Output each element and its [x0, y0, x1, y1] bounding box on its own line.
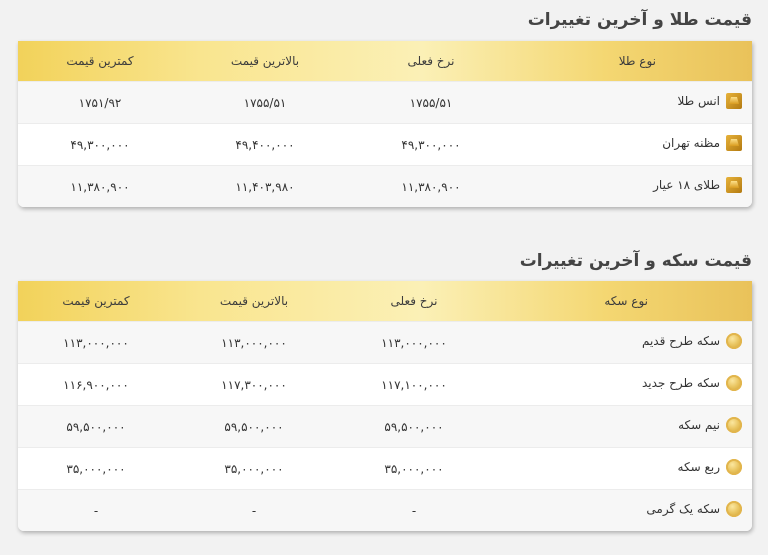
high-value: ۱۱۳,۰۰۰,۰۰۰	[174, 322, 334, 364]
row-name[interactable]: مظنه تهران	[662, 136, 720, 150]
current-value: ۱۷۵۵/۵۱	[348, 82, 514, 124]
low-value: ۱۱,۳۸۰,۹۰۰	[18, 166, 182, 208]
header-current-rate: نرخ فعلی	[407, 54, 455, 68]
current-value: ۱۱۳,۰۰۰,۰۰۰	[334, 322, 494, 364]
current-value: ۴۹,۳۰۰,۰۰۰	[348, 124, 514, 166]
gold-table-header	[18, 41, 752, 82]
header-highest-price: بالاترین قیمت	[230, 54, 300, 68]
table-row[interactable]	[18, 166, 752, 208]
current-value: -	[334, 490, 494, 532]
row-name[interactable]: طلای ۱۸ عیار	[653, 178, 720, 192]
low-value: -	[18, 490, 174, 532]
table-row[interactable]	[18, 364, 752, 406]
coin-icon	[726, 375, 742, 391]
row-name[interactable]: انس طلا	[677, 94, 720, 108]
high-value: ۱۱۷,۳۰۰,۰۰۰	[174, 364, 334, 406]
header-highest-price: بالاترین قیمت	[219, 294, 289, 308]
table-row[interactable]	[18, 322, 752, 364]
header-gold-type: نوع طلا	[618, 54, 656, 68]
high-value: ۱۱,۴۰۳,۹۸۰	[182, 166, 348, 208]
header-lowest-price: کمترین قیمت	[66, 54, 134, 68]
coin-section-title: قیمت سکه و آخرین تغییرات	[519, 251, 752, 271]
coin-icon	[726, 333, 742, 349]
high-value: ۳۵,۰۰۰,۰۰۰	[174, 448, 334, 490]
low-value: ۱۱۳,۰۰۰,۰۰۰	[18, 322, 174, 364]
gold-bar-icon	[726, 93, 742, 109]
table-row[interactable]	[18, 490, 752, 532]
gold-price-table	[18, 41, 752, 207]
high-value: ۱۷۵۵/۵۱	[182, 82, 348, 124]
row-name[interactable]: سکه طرح قدیم	[641, 334, 720, 348]
row-name[interactable]: نیم سکه	[678, 418, 720, 432]
low-value: ۱۱۶,۹۰۰,۰۰۰	[18, 364, 174, 406]
gold-bar-icon	[726, 177, 742, 193]
header-lowest-price: کمترین قیمت	[62, 294, 130, 308]
coin-price-table	[18, 281, 752, 531]
header-coin-type: نوع سکه	[604, 294, 648, 308]
gold-section-title: قیمت طلا و آخرین تغییرات	[527, 10, 752, 30]
low-value: ۱۷۵۱/۹۲	[18, 82, 182, 124]
row-name[interactable]: ربع سکه	[677, 460, 720, 474]
current-value: ۵۹,۵۰۰,۰۰۰	[334, 406, 494, 448]
low-value: ۳۵,۰۰۰,۰۰۰	[18, 448, 174, 490]
high-value: -	[174, 490, 334, 532]
table-row[interactable]	[18, 124, 752, 166]
low-value: ۴۹,۳۰۰,۰۰۰	[18, 124, 182, 166]
current-value: ۱۱,۳۸۰,۹۰۰	[348, 166, 514, 208]
row-name[interactable]: سکه یک گرمی	[646, 502, 720, 516]
coin-icon	[726, 417, 742, 433]
table-row[interactable]	[18, 82, 752, 124]
coin-table-header	[18, 281, 752, 322]
coin-icon	[726, 501, 742, 517]
current-value: ۳۵,۰۰۰,۰۰۰	[334, 448, 494, 490]
table-row[interactable]	[18, 448, 752, 490]
gold-bar-icon	[726, 135, 742, 151]
low-value: ۵۹,۵۰۰,۰۰۰	[18, 406, 174, 448]
current-value: ۱۱۷,۱۰۰,۰۰۰	[334, 364, 494, 406]
coin-icon	[726, 459, 742, 475]
row-name[interactable]: سکه طرح جدید	[641, 376, 720, 390]
high-value: ۵۹,۵۰۰,۰۰۰	[174, 406, 334, 448]
table-row[interactable]	[18, 406, 752, 448]
header-current-rate: نرخ فعلی	[390, 294, 438, 308]
high-value: ۴۹,۴۰۰,۰۰۰	[182, 124, 348, 166]
